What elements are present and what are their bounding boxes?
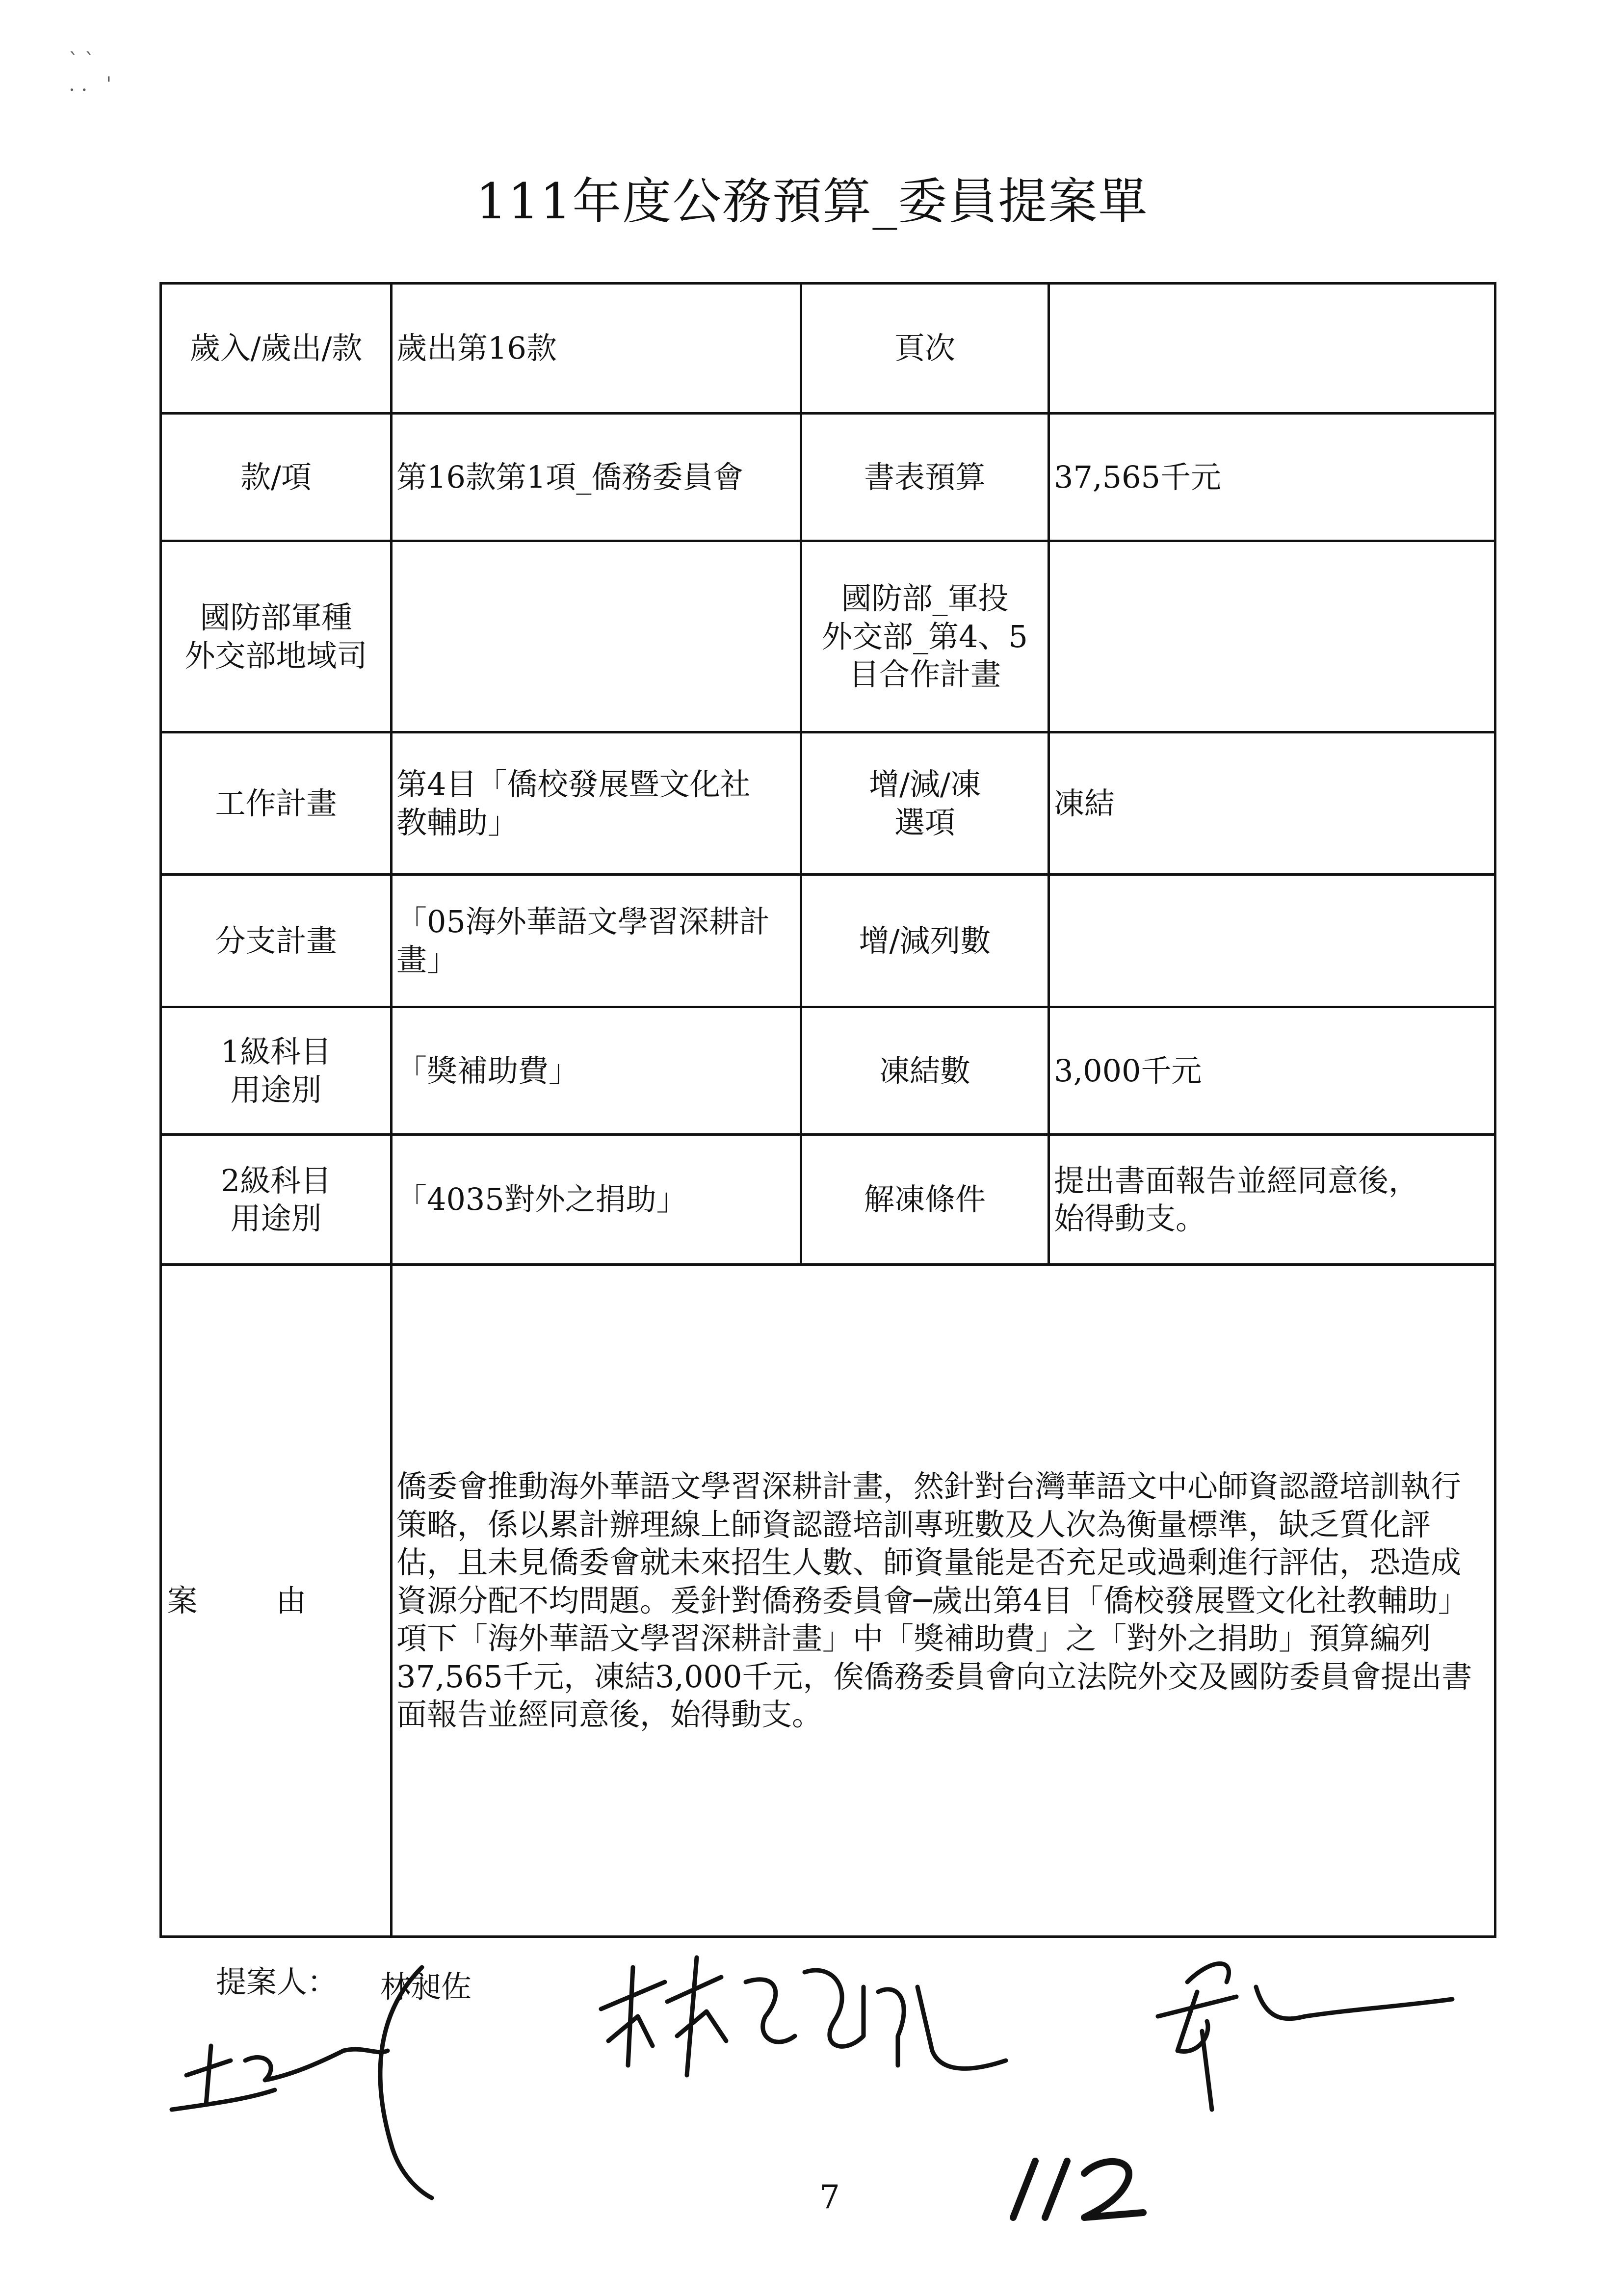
field-value: 37,565千元 [1049, 414, 1495, 541]
page-title: 111年度公務預算_委員提案單 [475, 173, 1149, 230]
proposer-name: 林昶佐 [380, 1969, 472, 2005]
field-label: 2級科目 用途別 [161, 1135, 392, 1265]
field-label: 書表預算 [801, 414, 1049, 541]
proposer-label: 提案人： [216, 1964, 338, 2000]
signature-wang [172, 1967, 432, 2198]
field-label: 國防部軍種 外交部地域司 [161, 541, 392, 732]
page-number: 7 [819, 2178, 840, 2216]
reason-text: 僑委會推動海外華語文學習深耕計畫，然針對台灣華語文中心師資認證培訓執行策略，係以累計辦理線上師資認證培訓專班數及人次為衡量標準，缺乏質化評估，且未見僑委會就未來招生人數、師資量能是否充足或過剩進行評估，恐造成資源分配不均問題。爰針對僑務委員會─歲出第4目「僑校發展暨文化社教輔助」項下「海外華語文學習深耕計畫」中「獎補助費」之「對外之捐助」預算編列37,565千元，凍結3,000千元，俟僑務委員會向立法院外交及國防委員會提出書面報告並經同意後，始得動支。 [392, 1265, 1495, 1937]
field-value: 「獎補助費」 [392, 1007, 801, 1135]
field-label: 分支計畫 [161, 875, 392, 1007]
field-value: 「4035對外之捐助」 [392, 1135, 801, 1265]
field-value: 「05海外華語文學習深耕計 畫」 [392, 875, 801, 1007]
field-label: 工作計畫 [161, 732, 392, 875]
field-label: 頁次 [801, 284, 1049, 414]
field-value: 凍結 [1049, 732, 1495, 875]
field-label: 國防部_軍投 外交部_第4、5 目合作計畫 [801, 541, 1049, 732]
scan-marks: ` ` . . ' [69, 50, 112, 96]
field-label: 增/減/凍 選項 [801, 732, 1049, 875]
field-value: 提出書面報告並經同意後， 始得動支。 [1049, 1135, 1495, 1265]
field-value: 第16款第1項_僑務委員會 [392, 414, 801, 541]
field-label: 增/減列數 [801, 875, 1049, 1007]
field-label: 歲入/歲出/款 [161, 284, 392, 414]
field-value: 3,000千元 [1049, 1007, 1495, 1135]
field-value: 第4目「僑校發展暨文化社 教輔助」 [392, 732, 801, 875]
reason-label: 案由 [161, 1265, 392, 1937]
field-value: 歲出第16款 [392, 284, 801, 414]
handwritten-number-112 [1013, 2161, 1143, 2218]
field-label: 解凍條件 [801, 1135, 1049, 1265]
signature-lin [601, 1957, 1006, 2075]
field-label: 1級科目 用途別 [161, 1007, 392, 1135]
field-label: 凍結數 [801, 1007, 1049, 1135]
signature-li [1158, 1964, 1452, 2110]
field-label: 款/項 [161, 414, 392, 541]
